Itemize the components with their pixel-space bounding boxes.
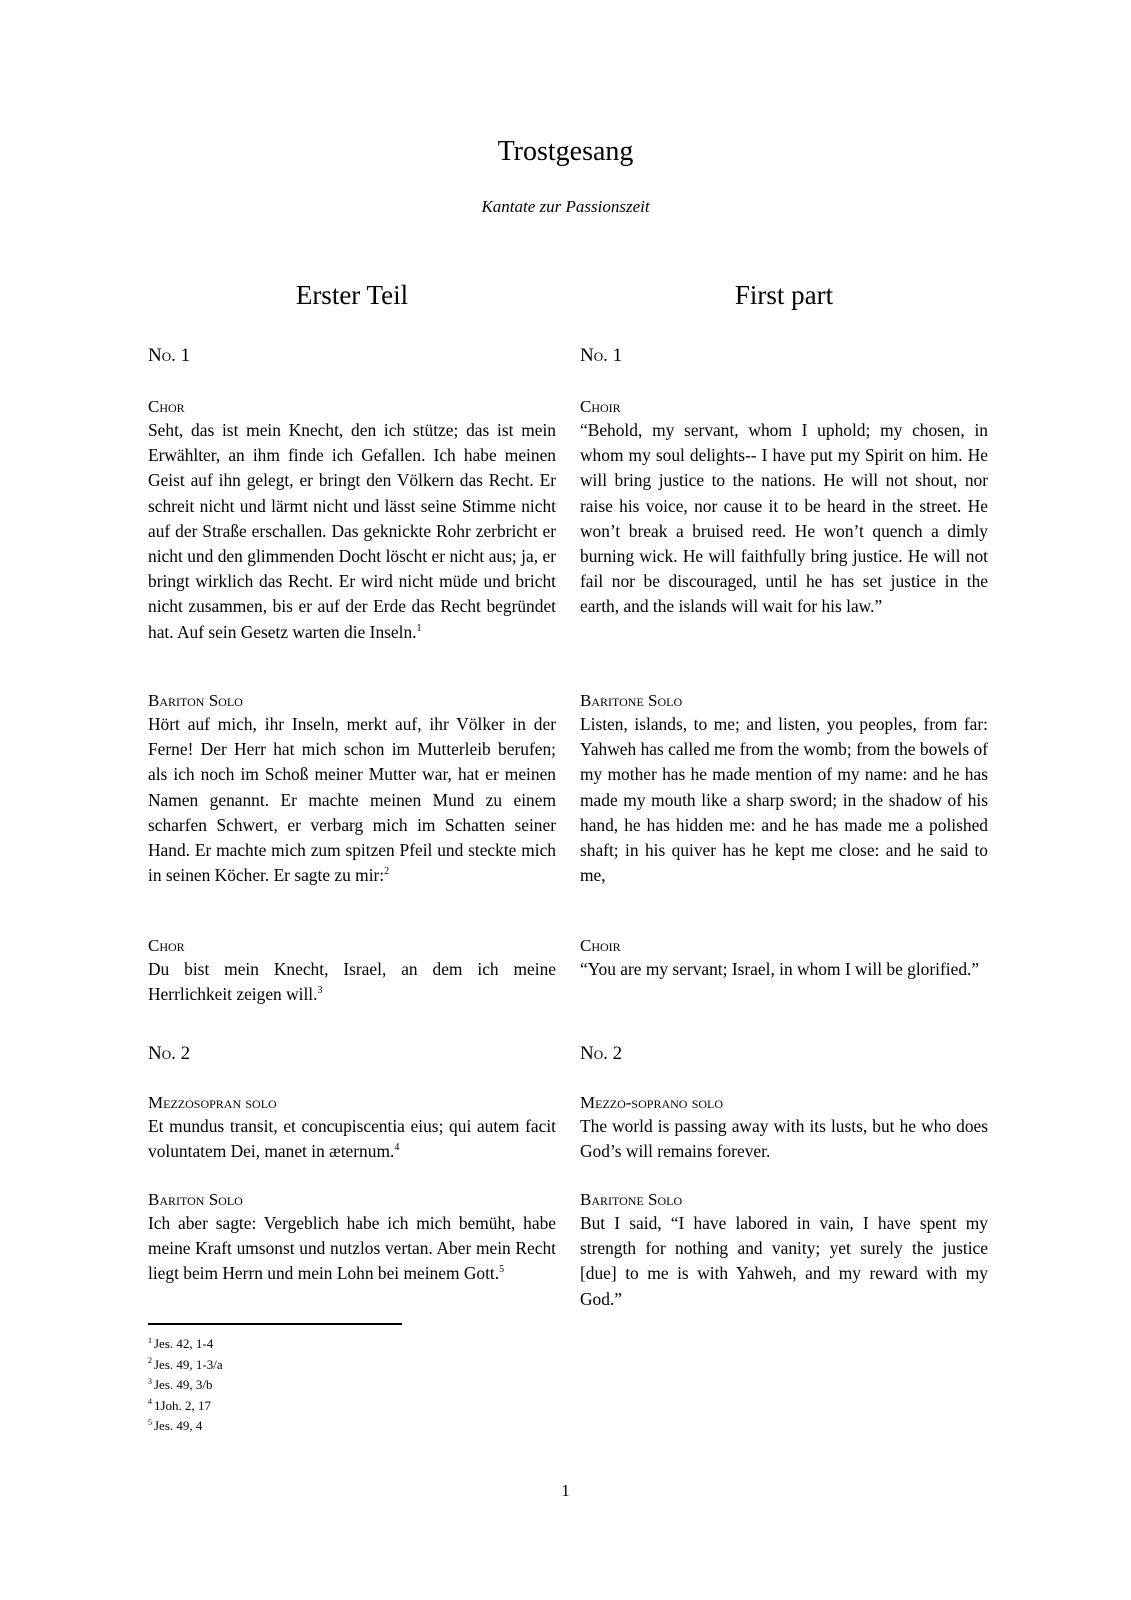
german-number-1: No. 1: [148, 345, 191, 366]
footnote-ref[interactable]: 3: [317, 985, 323, 997]
voice-label: Bariton Solo: [148, 1190, 243, 1209]
voice-label: Bariton Solo: [148, 691, 243, 710]
english-section-choir-1: [580, 396, 988, 620]
section-text: [148, 1211, 556, 1287]
footnote-2: [148, 1355, 548, 1376]
footnote-3: [148, 1375, 548, 1396]
german-number-2: No. 2: [148, 1043, 191, 1064]
german-part-heading: Erster Teil: [295, 280, 409, 310]
footnote-5: [148, 1416, 548, 1437]
voice-label: Mezzosopran solo: [148, 1093, 277, 1112]
english-column: [580, 276, 988, 1309]
english-section-baritone-1: [580, 690, 988, 888]
german-column: [148, 276, 556, 1284]
document-subtitle: Kantate zur Passionszeit: [481, 197, 650, 216]
section-text-body: Hört auf mich, ihr Inseln, merkt auf, ihr Völker in der Ferne! Der Herr hat mich schon im Mutterleib berufen; als ich noch im Schoß meiner Mutter war, hat er meinen Namen genannt. Er machte meinen Mund zu einem scharfen Schwert, er verbarg mich im Schatten seiner Hand. Er machte mich zum spitzen Pfeil und steckte mich in seinen Köcher. Er sagte zu mir:: [148, 714, 556, 886]
section-text: Listen, islands, to me; and listen, you peoples, from far: Yahweh has called me from the womb; from the bowels of my mother has he made mention of my name: and he has made my mouth like a sharp sword; in the shadow of his hand, he has hidden me: and he has made me a polished shaft; in his quiver has he kept me close: and he said to me,: [580, 714, 988, 886]
english-section-mezzo: [580, 1092, 988, 1164]
german-section-bariton-2: [148, 1189, 556, 1287]
footnote-text: Jes. 49, 1-3/a: [154, 1356, 223, 1372]
section-text-body: Et mundus transit, et concupiscentia eius; qui autem facit voluntatem Dei, manet in æternum.: [148, 1116, 556, 1162]
section-text: “You are my servant; Israel, in whom I will be glorified.”: [580, 959, 980, 979]
footnote-divider: [148, 1323, 402, 1325]
english-section-choir-2: [580, 935, 988, 982]
section-text: [148, 957, 556, 1007]
voice-label: Baritone Solo: [580, 1190, 683, 1209]
footnote-ref[interactable]: 4: [394, 1142, 400, 1154]
footnote-ref[interactable]: 2: [384, 866, 390, 878]
voice-label: Chor: [148, 397, 185, 416]
section-text: [148, 418, 556, 645]
section-text: The world is passing away with its lusts, but he who does God’s will remains forever.: [580, 1116, 988, 1162]
section-text: But I said, “I have labored in vain, I have spent my strength for nothing and vanity; yet surely the justice [due] to me is with Yahweh, and my reward with my God.”: [580, 1213, 988, 1309]
voice-label: Mezzo-soprano solo: [580, 1093, 724, 1112]
section-text-body: Du bist mein Knecht, Israel, an dem ich meine Herrlichkeit zeigen will.: [148, 959, 556, 1005]
english-section-baritone-2: [580, 1189, 988, 1312]
footnote-text: Jes. 49, 4: [154, 1418, 203, 1433]
footnote-text: Jes. 49, 3/b: [154, 1377, 213, 1392]
section-text: [148, 712, 556, 888]
footnote-ref[interactable]: 1: [416, 622, 422, 634]
footnote-text: Jes. 42, 1-4: [154, 1336, 214, 1351]
footnote-text: 1Joh. 2, 17: [154, 1397, 212, 1413]
german-section-mezzo: [148, 1092, 556, 1164]
voice-label: Baritone Solo: [580, 691, 683, 710]
footnote-number: 5: [148, 1417, 152, 1427]
footnote-number: 1: [148, 1335, 152, 1345]
footnote-ref[interactable]: 5: [499, 1264, 505, 1276]
footnote-number: 2: [148, 1356, 152, 1366]
voice-label: Choir: [580, 397, 621, 416]
voice-label: Choir: [580, 936, 621, 955]
page-number: 1: [561, 1481, 570, 1500]
section-text-body: Ich aber sagte: Vergeblich habe ich mich bemüht, habe meine Kraft umsonst und nutzlos vertan. Aber mein Recht liegt beim Herrn und mein Lohn bei meinem Gott.: [148, 1213, 556, 1284]
footnote-4: [148, 1396, 548, 1417]
german-section-bariton-1: [148, 690, 556, 888]
english-part-heading: First part: [734, 280, 834, 310]
document-title: Trostgesang: [497, 136, 634, 167]
section-text: [148, 1114, 556, 1164]
footnote-number: 4: [148, 1397, 152, 1407]
footnote-1: [148, 1334, 548, 1355]
footnote-number: 3: [148, 1376, 152, 1386]
section-text: “Behold, my servant, whom I uphold; my chosen, in whom my soul delights-- I have put my Spirit on him. He will bring justice to the nations. He will not shout, nor raise his voice, nor cause it to be heard in the street. He won’t break a bruised reed. He won’t quench a dimly burning wick. He will faithfully bring justice. He will not fail nor be discouraged, until he has set justice in the earth, and the islands will wait for his law.”: [580, 420, 988, 617]
footnotes: [148, 1334, 548, 1437]
german-section-chor-2: [148, 935, 556, 1007]
english-number-1: No. 1: [580, 345, 623, 366]
voice-label: Chor: [148, 936, 185, 955]
section-text-body: Seht, das ist mein Knecht, den ich stütze; das ist mein Erwählter, an ihm finde ich Gefallen. Ich habe meinen Geist auf ihn gelegt, er bringt den Völkern das Recht. Er schreit nicht und lärmt nicht und lässt seine Stimme nicht auf der Straße erschallen. Das geknickte Rohr zerbricht er nicht und den glimmenden Docht löscht er nicht aus; ja, er bringt wirklich das Recht. Er wird nicht müde und bricht nicht zusammen, bis er auf der Erde das Recht begründet hat. Auf sein Gesetz warten die Inseln.: [148, 420, 556, 642]
english-number-2: No. 2: [580, 1043, 623, 1064]
german-section-chor-1: [148, 396, 556, 645]
